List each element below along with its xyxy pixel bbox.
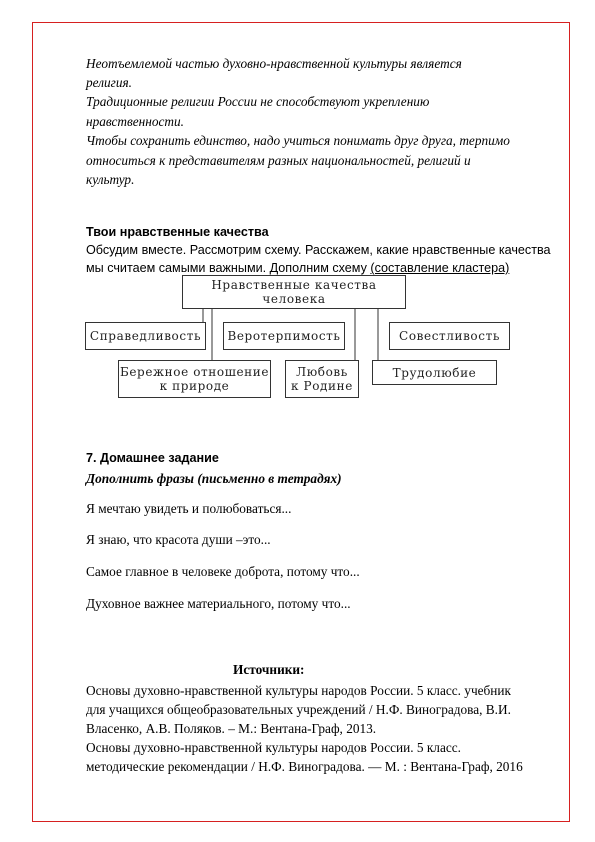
cluster-hint: (составление кластера) <box>370 261 510 275</box>
cluster-node-homeland: Любовь к Родине <box>285 360 359 398</box>
source-line: для учащихся общеобразовательных учреждений / Н.Ф. Виноградова, В.И. <box>86 702 511 717</box>
cluster-root-line: человека <box>262 292 326 306</box>
section-text-line: Обсудим вместе. Рассмотрим схему. Расскажем, какие нравственные качества <box>86 243 551 257</box>
intro-line: относиться к представителям разных национальностей, религий и <box>86 153 471 168</box>
homework-phrase: Духовное важнее материального, потому что... <box>86 596 351 611</box>
homework-heading: 7. Домашнее задание <box>86 451 219 465</box>
cluster-node-justice: Справедливость <box>85 322 206 350</box>
homework-subheading: Дополнить фразы (письменно в тетрадях) <box>86 471 342 486</box>
section-heading: Твои нравственные качества <box>86 225 269 239</box>
source-line: Основы духовно-нравственной культуры народов России. 5 класс. <box>86 740 461 755</box>
cluster-node-tolerance: Веротерпимость <box>223 322 345 350</box>
cluster-node-nature: Бережное отношение к природе <box>118 360 271 398</box>
homework-phrase: Я мечтаю увидеть и полюбоваться... <box>86 501 292 516</box>
homework-phrase: Я знаю, что красота души –это... <box>86 532 271 547</box>
cluster-root <box>182 275 406 309</box>
cluster-node-diligence: Трудолюбие <box>372 360 497 385</box>
source-line: методические рекомендации / Н.Ф. Виноградова. — М. : Вентана-Граф, 2016 <box>86 759 523 774</box>
homework-phrase: Самое главное в человеке доброта, потому что... <box>86 564 360 579</box>
intro-line: культур. <box>86 172 135 187</box>
section-text-prefix: мы считаем самыми важными. Дополним схему <box>86 261 371 275</box>
cluster-root-line: Нравственные качества <box>211 278 377 292</box>
source-line: Основы духовно-нравственной культуры народов России. 5 класс. учебник <box>86 683 511 698</box>
sources-heading: Источники: <box>233 662 305 677</box>
intro-line: нравственности. <box>86 114 184 129</box>
intro-line: Чтобы сохранить единство, надо учиться понимать друг друга, терпимо <box>86 133 510 148</box>
cluster-node-conscience: Совестливость <box>389 322 510 350</box>
intro-line: Традиционные религии России не способствуют укреплению <box>86 94 430 109</box>
source-line: Власенко, А.В. Поляков. – М.: Вентана-Граф, 2013. <box>86 721 377 736</box>
intro-line: религия. <box>86 75 133 90</box>
intro-line: Неотъемлемой частью духовно-нравственной культуры является <box>86 56 462 71</box>
